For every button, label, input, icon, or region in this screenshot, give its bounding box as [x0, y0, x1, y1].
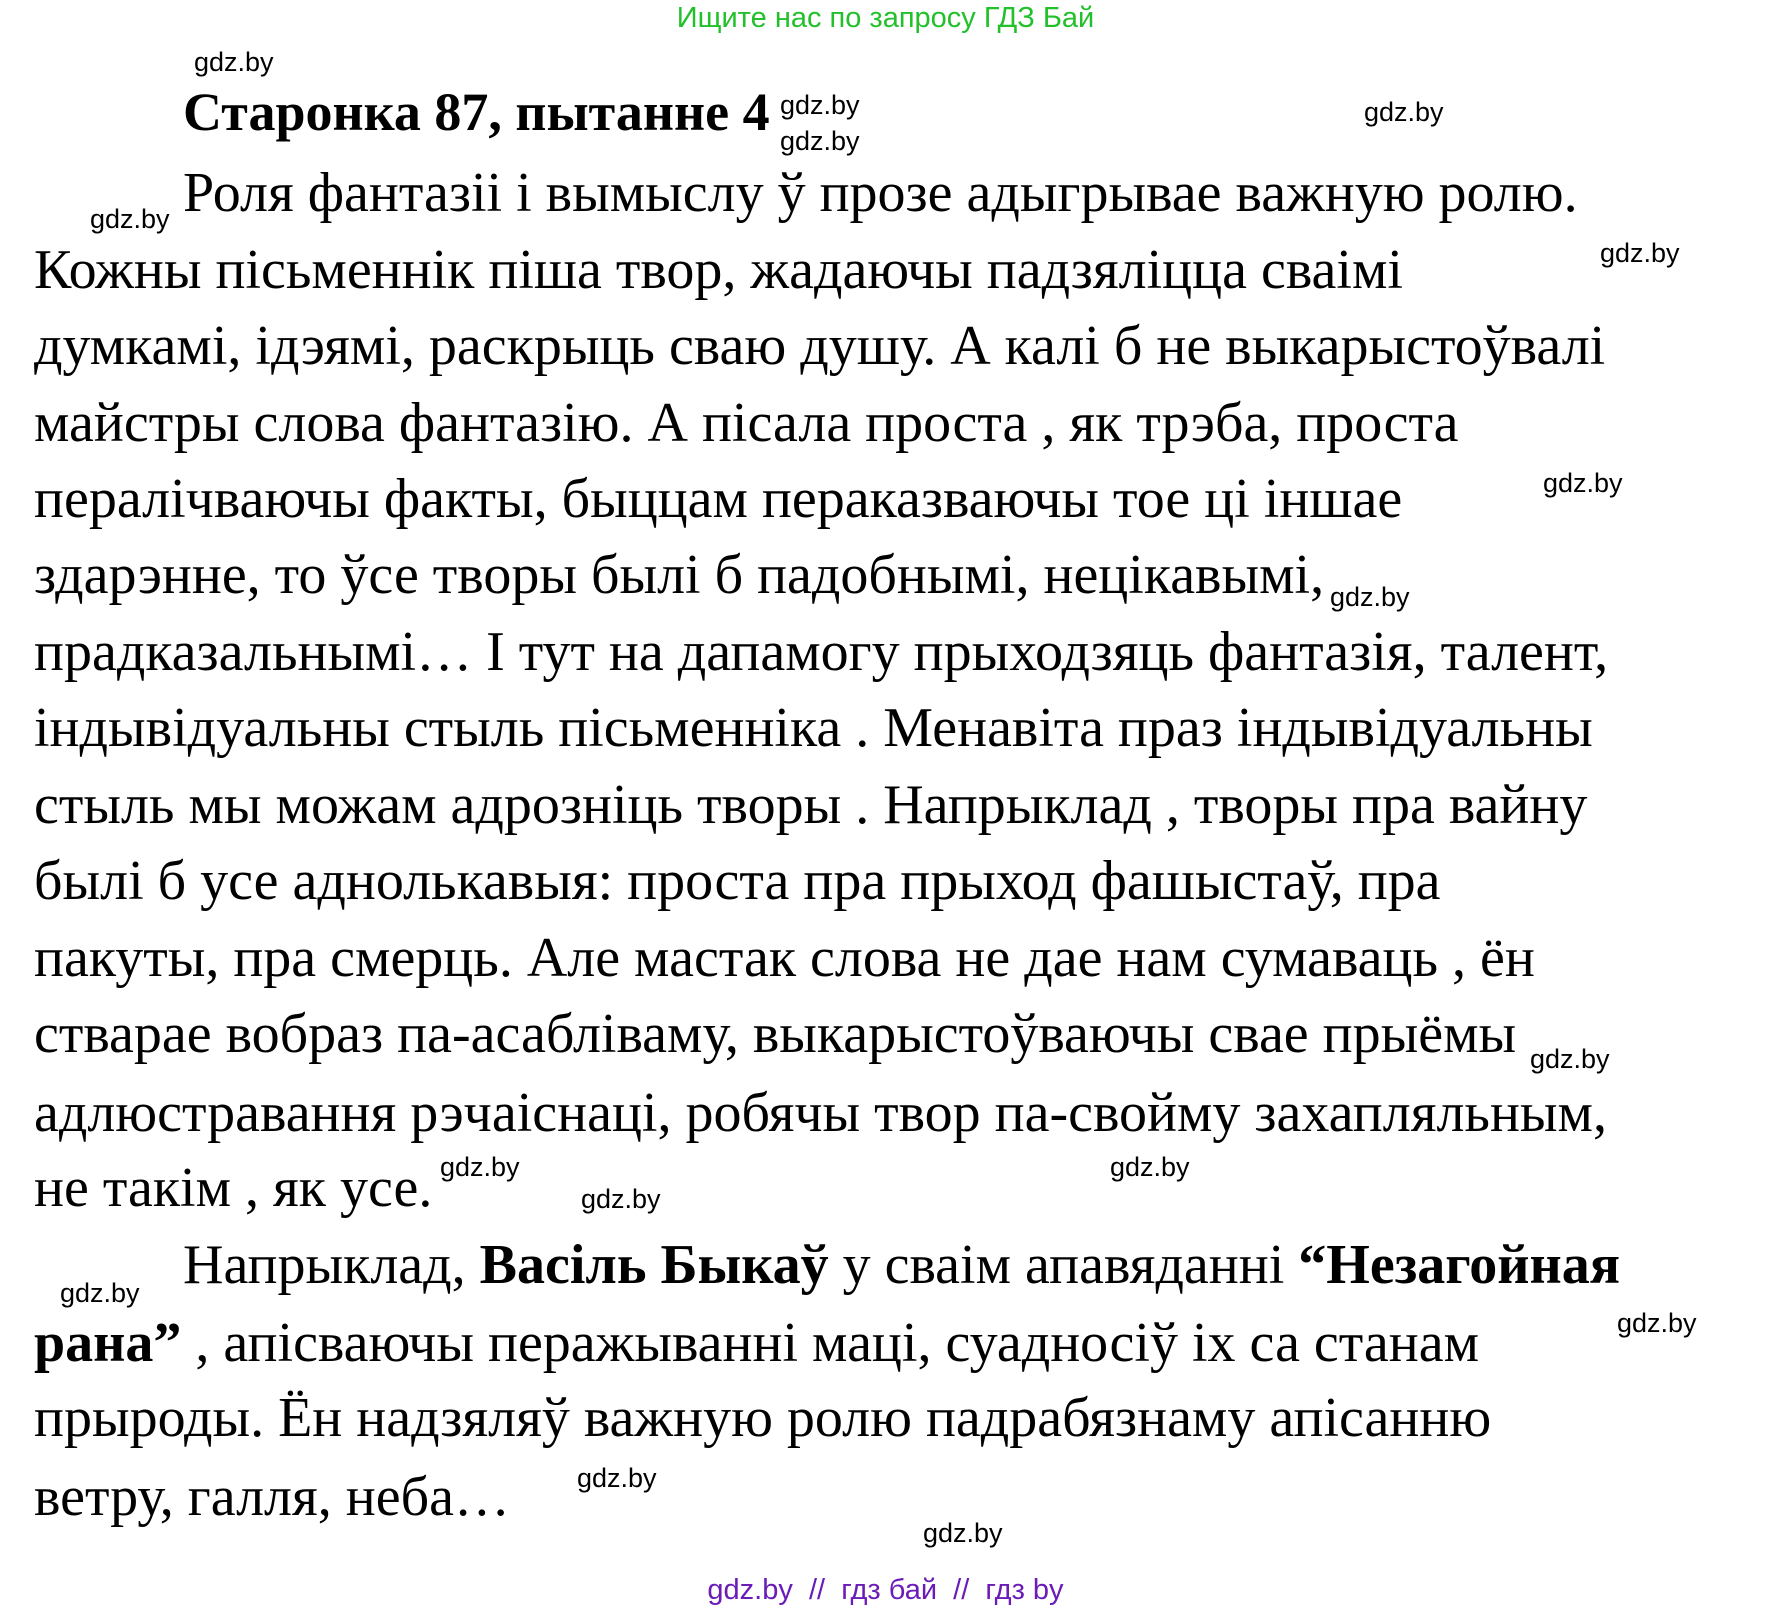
text-line — [183, 1230, 1620, 1300]
watermark: gdz.by — [1617, 1308, 1697, 1338]
text-line — [34, 1308, 1479, 1378]
text-line: індывідуальны стыль пісьменніка . Менавіта праз індывідуальны — [34, 697, 1593, 759]
watermark: gdz.by — [194, 47, 274, 77]
watermark: gdz.by — [780, 126, 860, 156]
page-title: Старонка 87, пытанне 4 — [183, 82, 770, 142]
text-line: пералічваючы факты, быццам пераказваючы тое ці іншае — [34, 468, 1403, 530]
text-segment: у сваім апавяданні — [828, 1234, 1299, 1296]
footer-link[interactable]: gdz.by // гдз бай // гдз by — [707, 1574, 1064, 1606]
text-segment: , апісваючы перажыванні маці, суадносіў іх са станам — [181, 1312, 1480, 1374]
text-line: стыль мы можам адрозніць творы . Напрыклад , творы пра вайну — [34, 774, 1588, 836]
text-line: думкамі, ідэямі, раскрыць сваю душу. А калі б не выкарыстоўвалі — [34, 315, 1606, 377]
watermark: gdz.by — [60, 1278, 140, 1308]
watermark: gdz.by — [440, 1152, 520, 1182]
watermark: gdz.by — [581, 1184, 661, 1214]
watermark: gdz.by — [1330, 582, 1410, 612]
watermark: gdz.by — [1530, 1044, 1610, 1074]
text-line: прыроды. Ён надзяляў важную ролю падрабязнаму апісанню — [34, 1387, 1492, 1449]
text-line: пакуты, пра смерць. Але мастак слова не дае нам сумаваць , ён — [34, 927, 1535, 989]
watermark: gdz.by — [780, 90, 860, 120]
text-line: здарэнне, то ўсе творы былі б падобнымі, нецікавымі, — [34, 544, 1325, 606]
watermark: gdz.by — [90, 204, 170, 234]
text-line: прадказальнымі… І тут на дапамогу прыходзяць фантазія, талент, — [34, 621, 1609, 683]
text-line: адлюстравання рэчаіснаці, робячы твор па-свойму захапляльным, — [34, 1082, 1607, 1144]
text-line: стварае вобраз па-асабліваму, выкарыстоўваючы свае прыёмы — [34, 1003, 1517, 1065]
text-segment: Напрыклад, — [183, 1234, 480, 1296]
text-line: былі б усе аднолькавыя: проста пра прыход фашыстаў, пра — [34, 850, 1441, 912]
search-hint-link[interactable]: Ищите нас по запросу ГДЗ Бай — [676, 2, 1095, 34]
watermark: gdz.by — [1110, 1152, 1190, 1182]
watermark: gdz.by — [923, 1518, 1003, 1548]
story-title: “Незагойная — [1298, 1234, 1621, 1296]
watermark: gdz.by — [1543, 468, 1623, 498]
text-line: не такім , як усе. — [34, 1157, 433, 1219]
watermark: gdz.by — [1364, 97, 1444, 127]
author-name: Васіль Быкаў — [479, 1234, 829, 1296]
story-title: рана” — [34, 1312, 182, 1374]
text-line: ветру, галля, неба… — [34, 1466, 510, 1528]
watermark: gdz.by — [1600, 238, 1680, 268]
text-line: Кожны пісьменнік піша твор, жадаючы падзяліцца сваімі — [34, 239, 1403, 301]
watermark: gdz.by — [577, 1463, 657, 1493]
text-line: Роля фантазіі і вымыслу ў прозе адыгрывае важную ролю. — [183, 162, 1578, 224]
text-line: майстры слова фантазію. А пісала проста , як трэба, проста — [34, 392, 1459, 454]
